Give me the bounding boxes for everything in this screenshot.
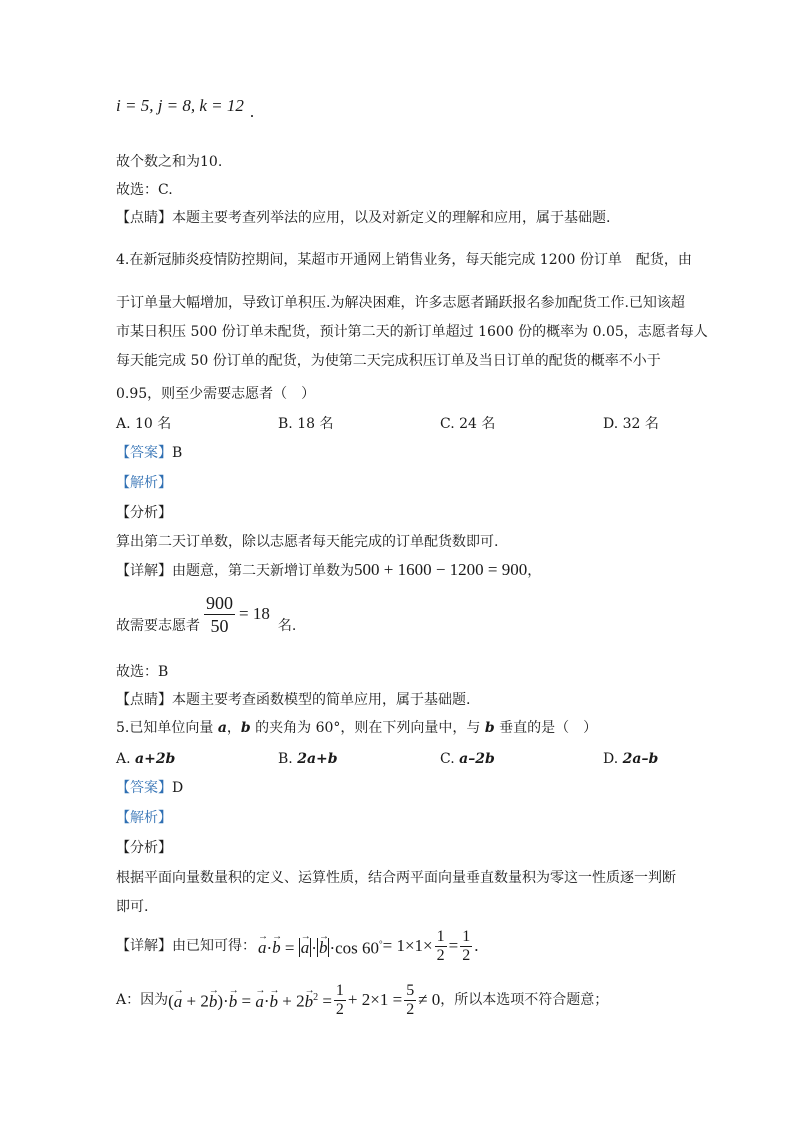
dianjing-line (116, 208, 610, 228)
a-end: ，所以本选项不符合题意； (440, 992, 609, 1008)
q4-stem-line-3: 市某日积压 500 份订单未配货，预计第二天的新订单超过 1600 份的概率为 0.05，志愿者每人 (116, 324, 708, 340)
q4-option-b: B. 18 名 (278, 416, 334, 432)
q4-need-line (116, 592, 296, 636)
answer-value: D (172, 780, 184, 796)
fraction-half-2 (460, 928, 472, 965)
fraction-numerator: 900 (206, 592, 233, 613)
fraction-numerator: 1 (436, 927, 445, 945)
opt-expr: 2a–b (622, 751, 659, 767)
fraction-900-50 (204, 592, 235, 637)
q4-stem-line-1: 4.在新冠肺炎疫情防控期间，某超市开通网上销售业务，每天能完成 1200 份订单 配货，由 (116, 252, 692, 268)
q4-option-a: A. 10 名 (116, 416, 172, 432)
a-label: A：因为 (116, 992, 169, 1008)
need-unit: 名. (277, 618, 297, 634)
a-neq: ≠ 0 (418, 990, 441, 1009)
q5-vec-b2: b (484, 720, 495, 736)
fraction-denominator: 2 (436, 946, 445, 964)
choice-line: 故选：C. (116, 182, 173, 198)
opt-prefix: A. (116, 751, 136, 767)
opt-expr: a+2b (135, 751, 176, 767)
a-mid: + 2×1 = (347, 990, 403, 1009)
fraction-denominator: 2 (406, 1000, 415, 1018)
detail-end: ， (527, 563, 542, 579)
q4-stem-line-2: 于订单量大幅增加，导致订单积压.为解决困难，许多志愿者踊跃报名参加配货工作.已知该超 (116, 295, 685, 311)
fraction-result: = 18 (239, 604, 270, 623)
q4-option-c: C. 24 名 (440, 416, 496, 432)
fraction-denominator: 2 (335, 1000, 344, 1018)
detail-tag: 【详解】 (116, 938, 172, 954)
q5-fenxi-tag: 【分析】 (116, 840, 172, 856)
q4-analysis-tag: 【解析】 (116, 475, 172, 491)
q5-stem (116, 718, 597, 738)
q4-detail (116, 560, 541, 581)
need-text: 故需要志愿者 (116, 618, 200, 634)
q5-comma: ， (226, 720, 241, 736)
q5-vec-b: b (240, 720, 251, 736)
q5-vec-a: a (217, 720, 227, 736)
q5-option-a (116, 749, 175, 769)
fraction-numerator: 5 (406, 981, 415, 999)
fraction-numerator: 1 (335, 981, 344, 999)
opt-prefix: D. (603, 751, 623, 767)
q5-option-b (278, 749, 338, 769)
a-formula: (→ a + 2→ b)·→ b = → $a\cdot\to b + 2\to b^2$ = (168, 988, 332, 1012)
q4-fenxi-tag: 【分析】 (116, 505, 172, 521)
dianjing-text: 本题主要考查列举法的应用，以及对新定义的理解和应用，属于基础题. (172, 210, 611, 226)
detail-end: . (474, 936, 479, 955)
formula-text: i = 5, j = 8, k = 12 (116, 96, 244, 115)
q4-stem-line-5: 0.95，则至少需要志愿者（ ） (116, 386, 316, 402)
q5-fenxi-line-1: 根据平面向量数量积的定义、运算性质，结合两平面向量垂直数量积为零这一性质逐一判断 (116, 870, 676, 886)
opt-prefix: C. (440, 751, 460, 767)
opt-expr: 2a+b (297, 751, 338, 767)
q4-dianjing (116, 690, 470, 710)
dianjing-tag: 【点睛】 (116, 692, 172, 708)
formula-ijk (116, 96, 255, 121)
answer-value: B (172, 445, 183, 461)
q5-option-c (440, 749, 495, 769)
q4-fenxi-text: 算出第二天订单数，除以志愿者每天能完成的订单配货数即可. (116, 534, 499, 550)
opt-expr: a–2b (459, 751, 495, 767)
opt-prefix: B. (278, 751, 298, 767)
q5-analysis-tag: 【解析】 (116, 810, 172, 826)
q5-option-d (603, 749, 658, 769)
dianjing-tag: 【点睛】 (116, 210, 172, 226)
detail-mid: = 1×1× (382, 936, 433, 955)
formula-period: . (249, 102, 255, 121)
detail-text: 由题意，第二天新增订单数为 (172, 563, 354, 579)
q5-stem-b: 的夹角为 60°，则在下列向量中，与 (250, 720, 485, 736)
q5-detail (116, 924, 478, 968)
q4-choice: 故选：B (116, 664, 169, 680)
q4-stem-line-4: 每天能完成 50 份订单的配货，为使第二天完成积压订单及当日订单的配货的概率不小于 (116, 353, 661, 369)
answer-tag: 【答案】 (116, 780, 172, 796)
q4-answer (116, 443, 182, 463)
sum-line: 故个数之和为10. (116, 154, 223, 170)
fraction-half (435, 928, 447, 965)
fraction-denominator: 50 (210, 615, 229, 636)
q5-option-a-check (116, 978, 608, 1022)
fraction-five-half (404, 982, 416, 1019)
fraction-half-3 (334, 982, 346, 1019)
q5-fenxi-line-2: 即可. (116, 899, 149, 915)
dot-product-formula: → a·→ b = → a ·→ b ·cos 60° (258, 934, 383, 959)
q5-answer (116, 778, 183, 798)
q5-stem-a: 5.已知单位向量 (116, 720, 218, 736)
dianjing-text: 本题主要考查函数模型的简单应用，属于基础题. (172, 692, 471, 708)
fraction-denominator: 2 (462, 946, 471, 964)
q4-option-d: D. 32 名 (603, 416, 659, 432)
detail-tag: 【详解】 (116, 563, 172, 579)
q5-stem-c: 垂直的是（ ） (494, 720, 598, 736)
detail-formula: 500 + 1600 − 1200 = 900 (354, 560, 528, 579)
answer-tag: 【答案】 (116, 445, 172, 461)
detail-eq: = (448, 936, 459, 955)
fraction-numerator: 1 (462, 927, 471, 945)
detail-text: 由已知可得： (172, 938, 256, 954)
